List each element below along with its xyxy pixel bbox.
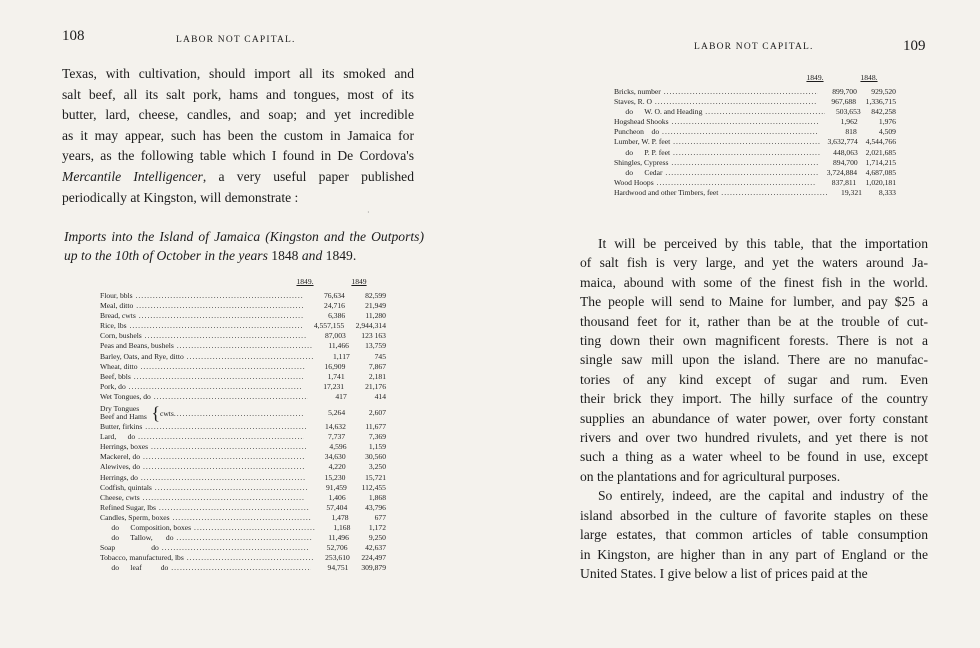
column-header: 1848. xyxy=(860,73,878,82)
cell-value: 123 163 xyxy=(361,331,386,341)
table-row xyxy=(100,493,386,503)
cell-value: 503,653 xyxy=(835,107,861,117)
cell-value: 91,459 xyxy=(325,482,347,492)
table-row xyxy=(614,188,896,198)
cell-value: 11,280 xyxy=(365,311,386,321)
text-line: United States. I give below a list of prices paid at the xyxy=(580,565,868,581)
column-header: 1849. xyxy=(806,73,824,82)
row-label: Mackerel, do ..... xyxy=(100,452,305,462)
cell-value: 7,737 xyxy=(328,432,346,442)
cell-value: 1,020,181 xyxy=(865,177,896,187)
row-label: Dry Tongues xyxy=(100,404,140,414)
text-line: salt beef, all its salt pork, hams and tongues, most of its xyxy=(62,86,414,102)
row-label: Beef, bbls ..... xyxy=(100,372,303,382)
table-row xyxy=(100,452,386,462)
cell-value: 4,509 xyxy=(878,127,896,137)
text-line: thousand feet for it, rather than be at the trouble of cut- xyxy=(580,313,928,329)
row-label: Tobacco, manufactured, lbs ..... xyxy=(100,553,314,563)
text-line xyxy=(62,167,414,208)
table-row xyxy=(100,372,386,382)
cell-value: 19,321 xyxy=(841,187,862,197)
row-label: Wood Hoops ..... xyxy=(614,178,816,188)
table-row xyxy=(100,341,386,351)
text-line: large estates, that common articles of table consumption xyxy=(580,527,928,543)
body-text xyxy=(580,234,928,583)
cell-value: 1,714,215 xyxy=(865,157,897,167)
text-line: such a thing as a water wheel to be found in use, except xyxy=(580,449,928,465)
cell-value: 3,250 xyxy=(368,462,387,472)
cell-value: 34,630 xyxy=(324,452,346,462)
table-row xyxy=(100,483,386,493)
row-label: Corn, bushels ..... xyxy=(100,331,306,341)
row-label: do W. O. and Heading ..... xyxy=(614,107,825,117)
right-page xyxy=(490,0,980,648)
running-head: LABOR NOT CAPITAL. xyxy=(176,35,296,45)
cell-value: 43,796 xyxy=(365,502,386,512)
cell-value: 3,724,884 xyxy=(826,167,858,177)
cell-value: 87,003 xyxy=(324,331,346,341)
cell-value: 42,637 xyxy=(365,543,386,553)
text-line: It will be perceived by this table, that the importation xyxy=(598,236,928,251)
cell-value: 842,258 xyxy=(871,107,896,117)
periodical-title: Mercantile Intelligencer xyxy=(62,168,203,184)
column-header: 1849. xyxy=(296,277,314,286)
brace-glyph: { xyxy=(146,403,160,424)
table-row xyxy=(100,362,386,372)
table-row xyxy=(100,523,386,533)
page-number: 109 xyxy=(903,38,926,54)
cell-value: 224,497 xyxy=(361,553,386,563)
text-line: on the plantations and for agricultural purposes. xyxy=(580,468,841,484)
row-label: Beef and Hams xyxy=(100,412,147,422)
page-mark: · xyxy=(367,208,370,217)
cell-value: 30,560 xyxy=(365,452,386,462)
row-label: Meal, ditto ..... xyxy=(100,301,304,311)
cell-value: 1,117 xyxy=(332,351,350,361)
row-label: Candles, Sperm, boxes ..... xyxy=(100,513,311,523)
table-row xyxy=(100,442,386,452)
cell-value: 11,677 xyxy=(365,422,387,432)
caption-year: 1848 xyxy=(271,248,299,263)
cell-value: 6,386 xyxy=(328,311,346,321)
cell-value: 2,021,685 xyxy=(865,147,896,157)
row-label: Peas and Beans, bushels ..... xyxy=(100,341,312,351)
table-header xyxy=(614,73,896,87)
cell-value: 448,063 xyxy=(833,147,858,157)
row-label: Herrings, boxes ..... xyxy=(100,442,307,452)
table-caption xyxy=(64,227,424,265)
table-row xyxy=(100,473,386,483)
cell-value: 4,557,155 xyxy=(313,321,345,331)
cell-value: 1,168 xyxy=(333,522,351,532)
row-label: Cheese, cwts ..... xyxy=(100,493,305,503)
caption-text: and xyxy=(298,248,326,263)
cell-value: 13,759 xyxy=(365,341,387,351)
table-row xyxy=(614,168,896,178)
cell-value: 4,596 xyxy=(329,442,347,452)
row-label: Bread, cwts ..... xyxy=(100,311,304,321)
table-row xyxy=(100,503,386,513)
table-body xyxy=(614,87,896,198)
row-label: Refined Sugar, lbs ..... xyxy=(100,503,309,513)
table-row xyxy=(614,158,896,168)
paragraph xyxy=(580,486,928,583)
text-line: in Kingston, are higher than in any part of England or the xyxy=(580,546,928,562)
row-label: Butter, firkins ..... xyxy=(100,422,306,432)
table-row xyxy=(100,321,386,331)
cell-value: 929,520 xyxy=(871,87,896,96)
table-row xyxy=(614,117,896,127)
cell-value: 1,478 xyxy=(331,512,349,522)
text-run: , a very useful paper published periodically at Kingston, will demonstrate : xyxy=(62,168,414,205)
row-label: Hogshead Shooks ..... xyxy=(614,117,819,127)
table-row xyxy=(100,331,386,341)
cell-value: 4,220 xyxy=(328,462,346,472)
text-line: as it may appear, such has been the custom in Jamaica for xyxy=(62,127,414,143)
cell-value: 82,599 xyxy=(365,291,386,300)
table-row xyxy=(100,422,386,432)
cell-value: 4,544,766 xyxy=(865,137,897,147)
row-label: Puncheon do ..... xyxy=(614,127,817,137)
cell-value: 1,172 xyxy=(368,522,386,532)
table-row xyxy=(100,543,386,553)
paragraph xyxy=(580,234,928,486)
row-label: Staves, R. O ..... xyxy=(614,97,816,107)
table-row xyxy=(100,311,386,321)
row-label: Bricks, number ..... xyxy=(614,87,818,97)
row-label: do leaf do ..... xyxy=(100,563,311,573)
table-row xyxy=(100,352,386,362)
table-row xyxy=(614,178,896,188)
text-line: supplies an abundance of water power, over forty constant xyxy=(580,410,928,426)
row-label: Flour, bbls ..... xyxy=(100,291,304,301)
table-row xyxy=(100,301,386,311)
cell-value: 8,333 xyxy=(878,187,896,197)
cell-value: 894,700 xyxy=(832,157,858,167)
cell-value: 2,181 xyxy=(368,371,386,381)
text-line: maica, abound with some of the finest fish in the world. xyxy=(580,274,928,290)
text-line: The people will send to Maine for lumber, and pay $25 a xyxy=(580,294,928,310)
text-line: So entirely, indeed, are the capital and industry of the xyxy=(598,488,928,504)
cell-value: 17,231 xyxy=(323,381,345,391)
cell-value: 15,721 xyxy=(365,472,386,482)
text-line: Texas, with cultivation, should import all its smoked and xyxy=(62,66,414,81)
cell-value: 417 xyxy=(335,391,347,401)
cell-value: 16,909 xyxy=(324,361,346,371)
table-row xyxy=(100,563,386,573)
row-label: do Composition, boxes ..... xyxy=(100,523,315,533)
table-row xyxy=(614,148,896,158)
table-row xyxy=(100,513,386,523)
cell-value: 745 xyxy=(374,351,386,361)
cell-value: 11,466 xyxy=(328,341,349,351)
row-label: do Cedar ..... xyxy=(614,168,818,178)
cell-value: 677 xyxy=(374,512,386,522)
table-body xyxy=(100,291,386,402)
cell-value: 837,811 xyxy=(831,177,857,187)
page-number: 108 xyxy=(62,28,85,44)
table-row xyxy=(100,553,386,563)
cell-value: 5,264 xyxy=(328,408,346,418)
cell-value: 57,404 xyxy=(326,502,348,512)
cell-value: 9,250 xyxy=(368,533,386,543)
text-line: years, as the following table which I found in De Cordova's xyxy=(62,148,414,164)
cell-value: 253,610 xyxy=(325,553,350,563)
cell-value: 967,688 xyxy=(831,97,857,107)
imports-table xyxy=(100,277,386,573)
cell-value: 112,455 xyxy=(361,482,386,492)
cell-value: 1,741 xyxy=(327,371,345,381)
text-line: their brick they import. The hilly surface of the country xyxy=(580,391,928,407)
row-label: Alewives, do ..... xyxy=(100,462,305,472)
text-line: of salt fish is very large, and yet the waters around Ja- xyxy=(580,255,928,271)
row-label: Hardwood and other Timbers, feet ..... xyxy=(614,188,828,198)
text-line: tories of any kind except of sugar and rum. Even xyxy=(580,371,928,387)
row-label: Shingles, Cypress ..... xyxy=(614,158,819,168)
cell-value: 818 xyxy=(845,127,857,137)
imports-table-continued xyxy=(614,73,896,198)
cell-value: 1,159 xyxy=(368,442,387,452)
cell-value: 2,607 xyxy=(368,408,386,418)
row-label: Lumber, W. P. feet ..... xyxy=(614,137,820,147)
cell-value: 1,962 xyxy=(840,117,858,127)
table-row xyxy=(100,291,386,301)
cell-value: 21,176 xyxy=(365,381,386,391)
cell-value: 7,369 xyxy=(368,432,386,442)
cell-value: 11,496 xyxy=(328,533,349,543)
row-label: Herrings, do ..... xyxy=(100,473,305,483)
cell-value: 414 xyxy=(374,391,386,401)
cell-value: 4,687,085 xyxy=(865,167,897,177)
cell-value: 76,634 xyxy=(323,291,345,300)
cell-value: 899,700 xyxy=(832,87,857,96)
text-line: island absorbed in the culture of favorite staples on these xyxy=(580,507,928,523)
table-row xyxy=(100,462,386,472)
row-label: Pork, do ..... xyxy=(100,382,302,392)
caption-year: 1849 xyxy=(325,248,353,263)
cell-value: 94,751 xyxy=(327,563,349,573)
row-label: Soap do ..... xyxy=(100,543,309,553)
caption-text: . xyxy=(352,248,357,263)
cell-value: 52,706 xyxy=(326,543,348,553)
table-row xyxy=(100,382,386,392)
cell-value: 21,949 xyxy=(365,301,386,311)
cell-value: 1,336,715 xyxy=(865,97,897,107)
table-row xyxy=(100,432,386,442)
cell-value: 1,406 xyxy=(328,492,346,502)
row-unit: cwts xyxy=(159,408,174,418)
cell-value: 7,867 xyxy=(368,361,386,371)
text-line: butter, lard, cheese, candles, and soap; and yet incredible xyxy=(62,107,414,123)
table-row xyxy=(614,87,896,97)
table-header xyxy=(100,277,386,291)
text-line: ting down their own magnificent forests. There is not a xyxy=(580,333,928,349)
table-row xyxy=(100,392,386,402)
cell-value: 15,230 xyxy=(324,472,346,482)
table-body xyxy=(100,422,386,573)
text-line: single saw mill upon the island. There are no manufac- xyxy=(580,352,928,368)
column-header: 1849 xyxy=(351,277,367,286)
row-label: Rice, lbs ..... xyxy=(100,321,302,331)
row-label: Lard, do ..... xyxy=(100,432,304,442)
cell-value: 14,632 xyxy=(325,422,346,432)
row-label: do Tallow, do ..... xyxy=(100,533,312,543)
row-label: Wet Tongues, do ..... xyxy=(100,392,308,402)
cell-value: 309,879 xyxy=(361,563,386,573)
table-row xyxy=(100,533,386,543)
cell-value: 1,976 xyxy=(878,117,896,127)
table-row xyxy=(614,107,896,117)
row-label: Wheat, ditto ..... xyxy=(100,362,305,372)
table-row xyxy=(614,137,896,147)
caption-text: Imports into the Island of Jamaica (Kingston and the Outports) up to the 10th of October in the years xyxy=(64,229,424,263)
table-row: Dry Tongues Beef and Hams { cwts ............................................. 5,264 2,607 xyxy=(100,403,386,424)
table-row xyxy=(614,97,896,107)
running-head: LABOR NOT CAPITAL. xyxy=(694,42,814,52)
table-row xyxy=(614,127,896,137)
cell-value: 3,632,774 xyxy=(827,137,858,147)
row-label: Codfish, quintals ..... xyxy=(100,483,308,493)
row-label: Barley, Oats, and Rye, ditto ..... xyxy=(100,352,314,362)
cell-value: 2,944,314 xyxy=(355,321,386,331)
cell-value: 1,868 xyxy=(368,492,387,502)
cell-value: 24,716 xyxy=(324,301,345,311)
intro-paragraph xyxy=(62,64,414,208)
row-label: do P. P. feet ..... xyxy=(614,148,820,158)
text-line: rivers and over two hundred rivulets, and yet there is not xyxy=(580,430,928,446)
